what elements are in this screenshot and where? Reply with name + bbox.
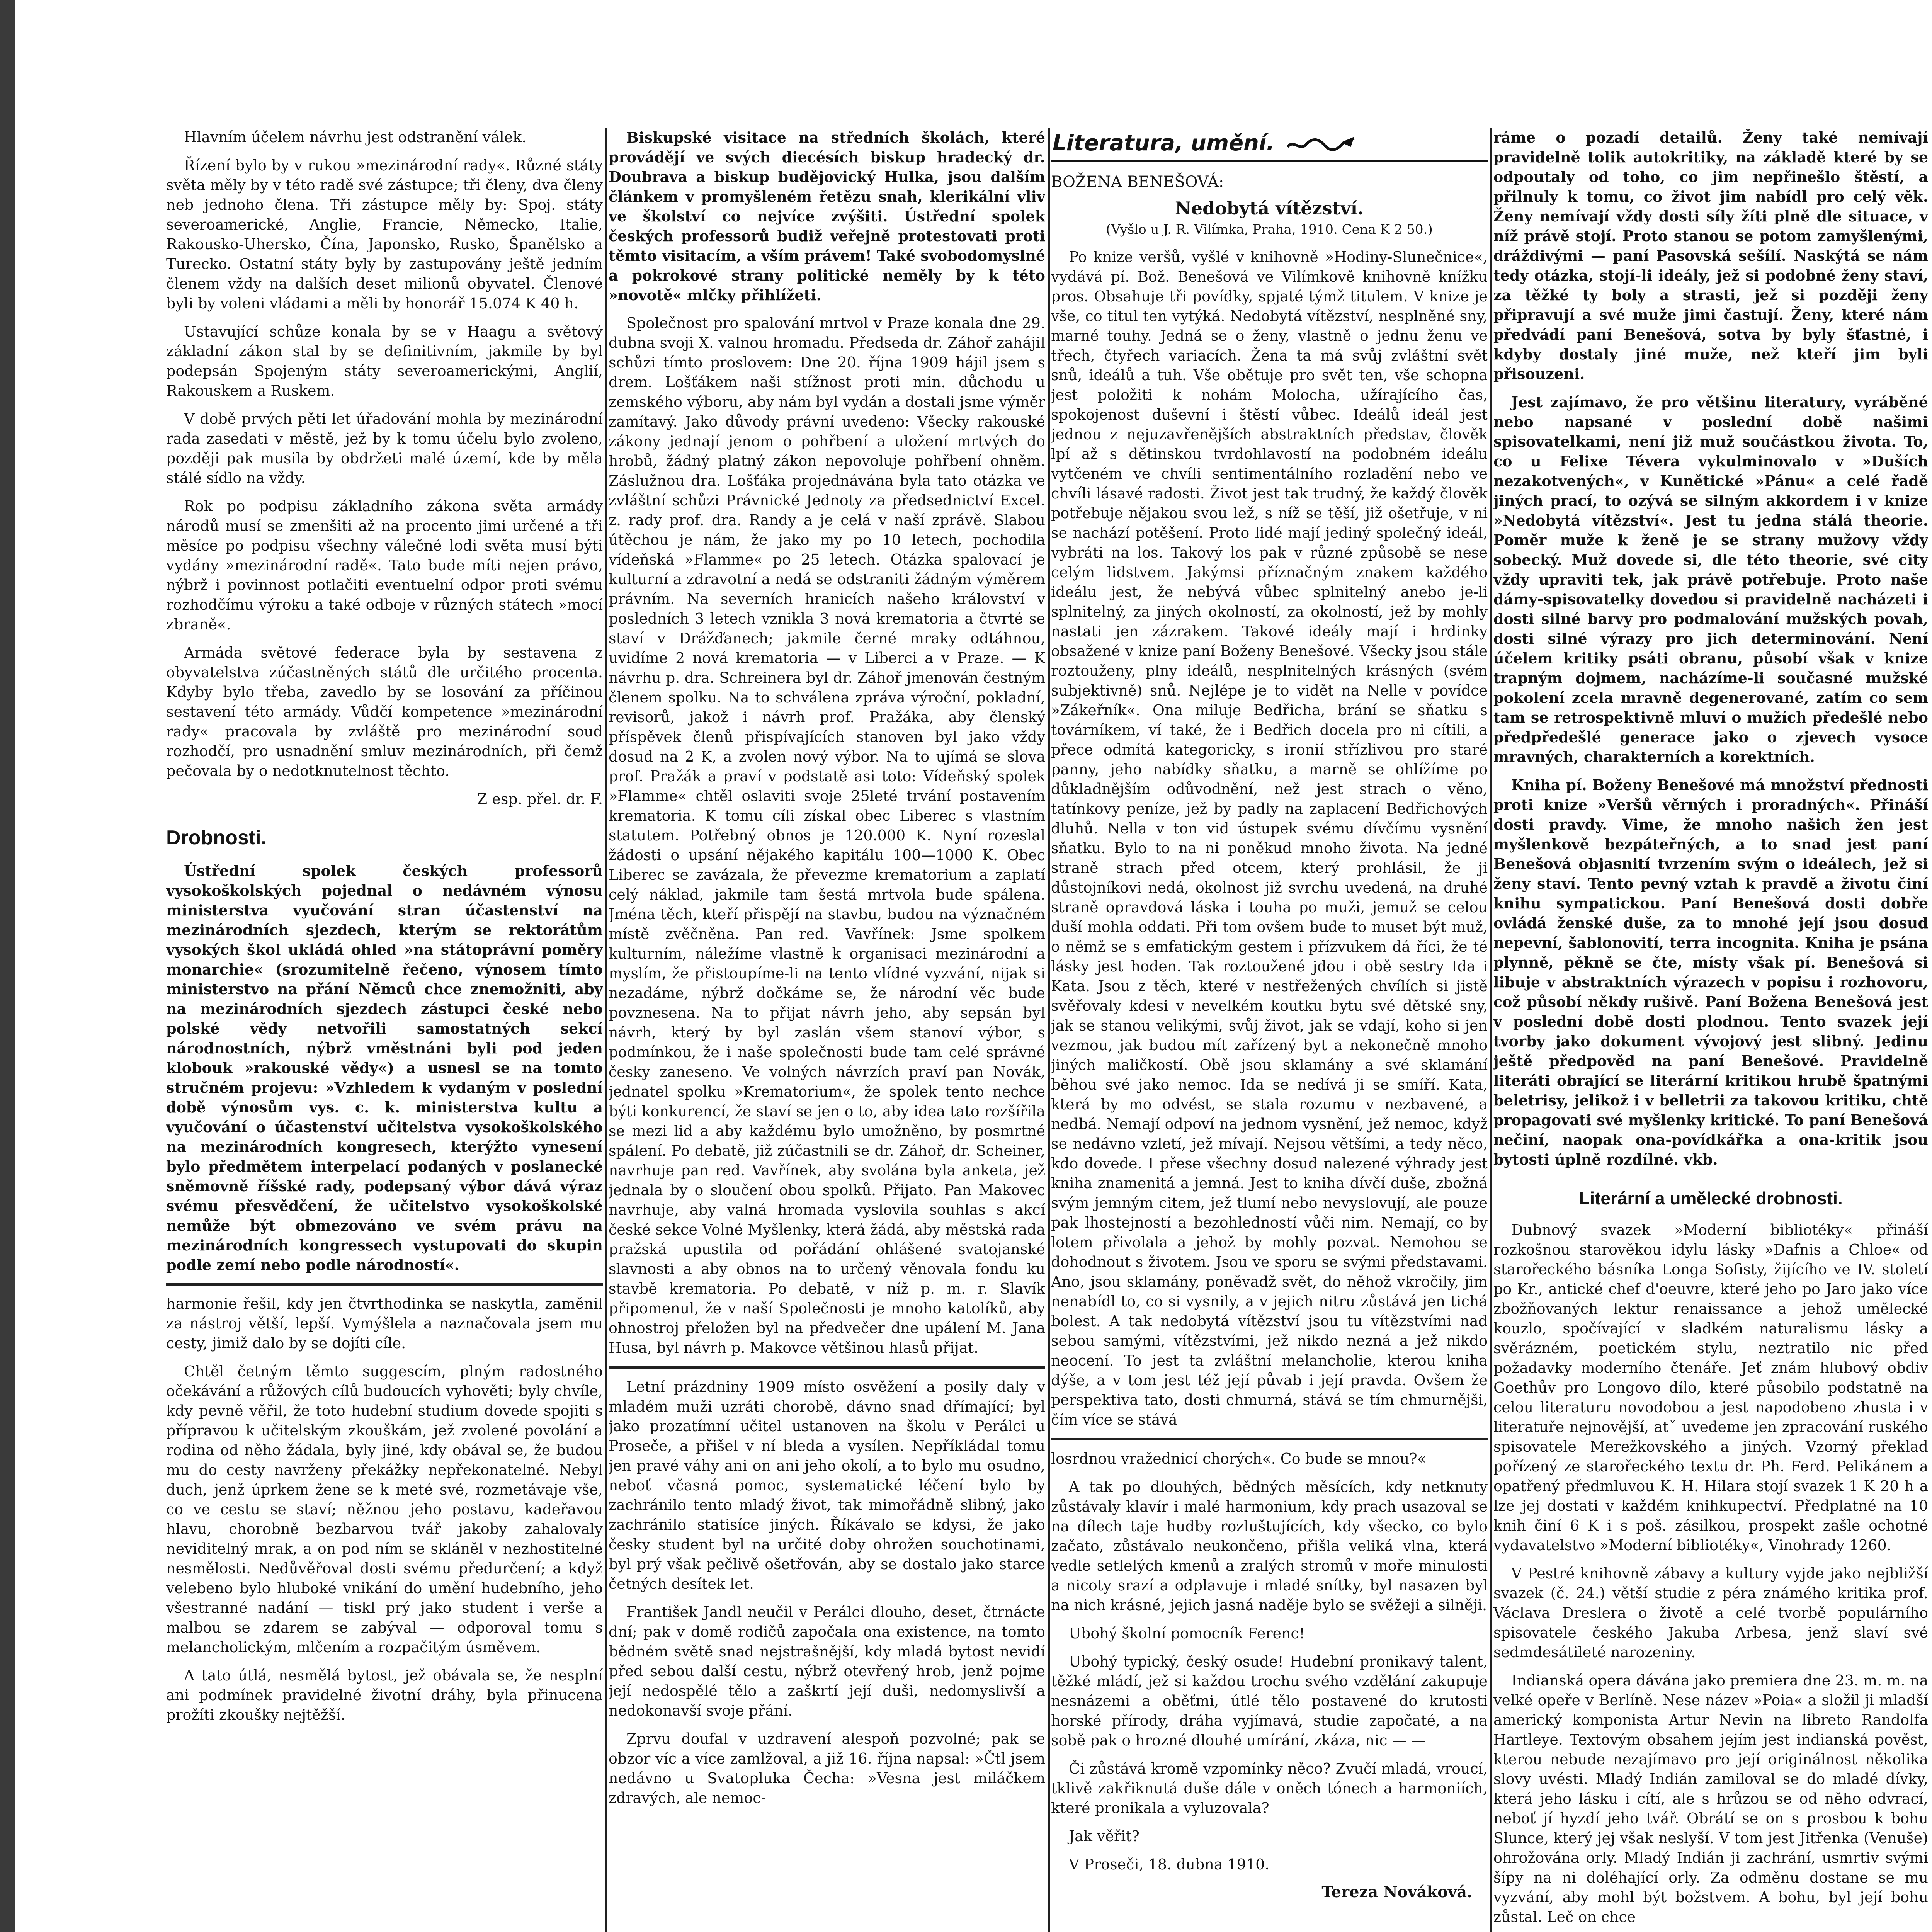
paragraph: Řízení bylo by v rukou »mezinárodní rady«. Různé státy světa měly by v této radě své zástupce; tři členy, dva členy neb jednoho člena. Tři zástupce měly by: Spoj. státy severoamerické, Anglie, Francie, Německo, Italie, Rakousko-Uhersko, Čína, Japonsko, Rusko, Španělsko a Turecko. Ostatní státy byly by zastupovány ještě jedním členem vždy na dalších deset milionů obyvatel. Členové byli by voleni vládami a měli by honorář 15.074 K 40 h. bbox=[166, 157, 603, 312]
column-rule bbox=[605, 128, 607, 1932]
paragraph-bold: Biskupské visitace na středních školách, které provádějí ve svých diecésích biskup hradecký dr. Doubrava a biskup budějovický Hulka, jsou dalším článkem v promyšleném řetězu snah, klerikální vliv ve školství co nejvíce zvýšiti. Ústřední spolek českých professorů budiž veřejně protestovati proti těmto visitacím, a vším právem! Také svobodomyslné a pokrokové strany politické neměly by k této »novotě« mlčky přihlížeti. bbox=[609, 129, 1045, 304]
column-2 bbox=[609, 128, 1045, 1932]
review-author: BOŽENA BENEŠOVÁ: bbox=[1051, 173, 1224, 191]
paragraph: V době prvých pěti let úřadování mohla by mezinárodní rada zasedati v městě, jež by k tomu účelu bylo zvoleno, později pak musila by obdržeti malé území, kde by měla stálé sídlo na vždy. bbox=[166, 410, 603, 486]
column-1 bbox=[166, 128, 603, 1932]
paragraph: Hlavním účelem návrhu jest odstranění válek. bbox=[184, 129, 527, 146]
paragraph: Jak věřit? bbox=[1069, 1828, 1139, 1845]
column-4 bbox=[1493, 128, 1928, 1932]
column-rule bbox=[1048, 128, 1050, 1932]
paragraph: František Jandl neučil v Perálci dlouho, deset, čtrnácte dní; pak v domě rodičů započala ona existence, na tomto bědném světě snad nejstrašnější, kdy mladá bytost nevidí před sebou další cestu, nýbrž otevřený hrob, jenž pojme její nedospělé tělo a zaškrtí její duši, nedomyslivší a nedokonavší svoje přání. bbox=[609, 1604, 1045, 1719]
paragraph-bold: Ústřední spolek českých professorů vysokoškolských pojednal o nedávném výnosu ministerstva vyučování stran účastenství na mezinárodních sjezdech, kterým se rektorátům vysokých škol ukládá ohled »na státoprávní poměry monarchie« (srozumitelně řečeno, výnosem tímto ministerstvo na přání Němců chce znemožniti, aby na mezinárodních sjezdech zástupci české nebo polské vědy netvořili samostatných sekcí národnostních, nýbrž vměstnáni byli pod jeden klobouk »rakouské vědy«) a usnesl se na tomto stručném projevu: »Vzhledem k vydaným v poslední době výnosům vys. c. k. ministerstva kultu a vyučování o účastenství učitelstva vysokoškolského na mezinárodních kongresech, kterýžto vynesení bylo předmětem interpelací podaných v poslanecké sněmovně říšské rady, podepsaný výbor dává výraz svému přesvědčení, že učitelstvo vysokoškolské nemůže být obmezováno ve svém právu na mezinárodních kongressech vystupovati do skupin podle zemí nebo podle národností«. bbox=[166, 862, 603, 1274]
quill-ornament-icon bbox=[1286, 135, 1355, 154]
paragraph: losrdnou vražednicí chorých«. Co bude se mnou?« bbox=[1051, 1450, 1426, 1467]
paragraph: Armáda světové federace byla by sestavena z obyvatelstva zúčastněných států dle určitého procenta. Kdyby bylo třeba, zavedlo by se losování za příčinou sestavení této armády. Vůdčí kompetence »mezinárodní rady« pracovala by zvláště pro mezinárodní soud rozhodčí, pro usnadnění smluv mezinárodních, při čemž pečovala by o nedotknutelnost těchto. bbox=[166, 644, 603, 779]
paragraph: Zprvu doufal v uzdravení alespoň pozvolné; pak se obzor víc a více zamlžoval, a již 16. října napsal: »Čtl jsem nedávno u Svatopluka Čecha: »Vesna jest miláčkem zdravých, ale nemoc- bbox=[609, 1730, 1045, 1806]
newspaper-page bbox=[166, 128, 1928, 1932]
paragraph: Ubohý typický, český osude! Hudební pronikavý talent, těžké mládí, jež si každou trochu svého vzdělání zakupuje nesnázemi a oběťmi, útlé tělo postavené do krutosti horské přírody, dráha vyjímavá, studie započaté, a na sobě pak o hrozné dlouhé umírání, zkáza, nic — — bbox=[1051, 1653, 1488, 1749]
paragraph: V Pestré knihovně zábavy a kultury vyjde jako nejbližší svazek (č. 24.) větší studie z péra známého kritika prof. Václava Dreslera o životě a celé tvorbě populárního spisovatele českého Jakuba Arbesa, jenž slaví své sedmdesátileté narozeniny. bbox=[1493, 1565, 1928, 1661]
paragraph: harmonie řešil, kdy jen čtvrthodinka se naskytla, zaměnil za nástroj větší, lepší. Vymýšlela a naznačovala jsem mu cesty, jimiž dalo by se dojíti cíle. bbox=[166, 1295, 603, 1352]
paragraph-bold bbox=[1493, 775, 1928, 1169]
paragraph-bold: ráme o pozadí detailů. Ženy také nemívají pravidelně tolik autokritiky, na základě které by se odpoutaly od toho, co jim nepřinešlo štěstí, a přilnuly k tomu, co život jim nabídl pro celý věk. Ženy nemívají vždy dosti síly žíti plně dle situace, v níž právě stojí. Proto stanou se potom zamyšlenými, dráždivými — paní Pasovská sešílí. Naskýtá se nám tedy otázka, stojí-li ideály, jež si podobné ženy staví, za těžké ty boly a strasti, jež si později ženy připravují a své muže jimi častují. Ženy, které nám předvádí paní Benešová, sotva by byly šťastné, i kdyby dostaly jiné muže, než kteří jim byli přisouzeni. bbox=[1493, 129, 1928, 383]
paragraph: Rok po podpisu základního zákona světa armády národů musí se zmenšiti až na procento jimi určené a tři měsíce po podpisu všechny válečné lodi světa musí býti vydány »mezinárodní radě«. Tato bude míti nejen právo, nýbrž i povinnost potlačiti eventuelní odpor proti svému rozhodčímu výroku a také odboje v různých státech »mocí zbraně«. bbox=[166, 498, 603, 633]
section-rule bbox=[166, 1283, 603, 1286]
section-rule bbox=[609, 1366, 1045, 1369]
review-initials: vkb. bbox=[1684, 1151, 1718, 1168]
paragraph: Ustavující schůze konala by se v Haagu a světový základní zákon stal by se definitivním, jakmile by byl podepsán Spojeným státy severoamerickými, Anglií, Rakouskem a Ruskem. bbox=[166, 323, 603, 399]
paragraph-text: Kniha pí. Boženy Benešové má množství přednosti proti knize »Veršů věrných i proradných«. Přináší dosti pravdy. Vime, že mnoho našich žen jest myšlenkově bezpáteřných, a to snad jest paní Benešová objasnití tvrzením svým o ideálech, jež si ženy staví. Tento pevný vztah k pravdě a životu činí knihu sympatickou. Paní Benešová dosti dobře ovládá ženské duše, za to mnohé její jsou dosud nepevní, šablonovití, terra incognita. Kniha je psána plynně, pěkně se čte, místy však pí. Benešová si libuje v abstraktních výrazech v popisu i rozhovoru, což působí někdy rušivě. Paní Božena Benešová jest v poslední době dosti plodnou. Tento svazek její tvorby jako dokument vývojový jest slibný. Jedinu ještě předpověd na paní Benešové. Pravidelně literáti obrající se literární kritikou hrubě špatnými beletrisy, jelikož i v belletrii za takovou kritiku, chtě propagovati své myšlenky kritické. To paní Benešová nečiní, naopak ona-povídkářka a ona-kritik jsou bytosti úplně rozdílné. bbox=[1493, 776, 1928, 1168]
dateline: V Proseči, 18. dubna 1910. bbox=[1069, 1856, 1270, 1873]
paragraph: Či zůstává kromě vzpomínky něco? Zvučí mladá, vroucí, tklivě zakřiknutá duše dále v oněch tónech a harmoniích, které pronikala a vyluzovala? bbox=[1051, 1760, 1488, 1816]
paragraph: Po knize veršů, vyšlé v knihovně »Hodiny-Slunečnice«, vydává pí. Bož. Benešová ve Vilímkově knihovně knížku pros. Obsahuje tři povídky, spjaté týmž titulem. V knize je vše, co titul ten vytýká. Nedobytá vítězství, nesplněné sny, marné touhy. Jedná se o ženy, vlastně o jednu ženu ve třech, čtyřech variacích. Žena ta má svůj zvláštní svět snů, ideálů a tuh. Vše obětuje pro svět ten, vše schopna jest položiti k nohám Molocha, užírajícího čas, spokojenost duševní i štěstí vůbec. Ideálů ideál jest jednou z nejuzavřenějších abstraktních představ, člověk lpí až s dětinskou tvrdohlavostí na podobném ideálu vytčeném ve chvíli sentimentálního rozladění nebo ve chvíli lásavé radosti. Život jest tak trudný, že každý člověk potřebuje nějakou svou lež, s níž se těší, již ošetřuje, v ni se nachází potěšení. Proto lidé mají jediný společný ideál, vybráti na los. Takový los pak v různé způsobě se nese celým lidstvem. Jakýmsi příznačným znakem každého ideálu jest, že nebývá vůbec splnitelný anebo je-li splnitelný, za jiných okolností, za okolností, jež by mohly nastati jen zázrakem. Takové ideály mají i hrdinky obsažené v knize paní Boženy Benešové. Všecky jsou stále roztouženy, plny ideálů, nesplnitelných krásných (svém subjektivně) snů. Nejlépe je to vidět na Nelle v povídce »Zákeřník«. Ona miluje Bedřicha, brání se sňatku s továrníkem, ví také, že i Bedřich docela pro ni cítili, a přece odmítá kategoricky, s ironií střízlivou pro staré panny, jeho nabídky sňatku, a marně se ohlížíme po důkladnějším odůvodnění, než jest strach o věno, tatínkovy peníze, jež by padly na zaplacení Bedřichových dluhů. Nella v ton vid ústupek svému dívčímu vysnění sňatku. Bylo to na ni poněkud mnoho života. Na jedné straně strach před otcem, který prohlásil, že ji důstojníkovi nedá, okolnost již svrchu uvedená, na druhé straně opravdová láska i touha po muži, jemuž se celou duší mohla oddati. Při tom ovšem bude to muset být muž, o němž se s emfatickým gestem i přízvukem dá říci, že té lásky jest hoden. Tak roztoužené jdou i obě sestry Ida i Kata. Jsou z těch, které v nestřežených chvílích si jistě svěřovaly kdesi v nevelkém koutku bytu své dětské sny, jak se stanou velikými, svůj život, jak se vdají, koho si jen vezmou, jak budou mít zařízený byt a nekonečně mnoho jiných maličkostí. Obě jsou sklamány a své sklamání běhou své jako nemoc. Ida se nedívá ji se smíří. Kata, která by mo odvést, se stala rozumu v nezbavené, a nedbá. Nemají odpoví na jednom vysnění, jež nemoc, když se nedávno vzletí, jež mívají. Nejsou většími, a tedy něco, kdo dovede. I přese všechny dosud nalezené výhrady jest kniha znamenitá a jemná. Jest to kniha dívčí duše, zbožná svým jemným citem, jež tlumí nebo nevyslovují, ale pouze pak lhostejností a bezohledností vůči nim. Nemají, co by lotem přivolala a jehož by mohly pozvat. Nemohou se dohodnout s životem. Jsou ve sporu se svými představami. Ano, jsou sklamány, poněvadž svět, do něhož vkročily, jim nenabídl to, co si vysnily, a v jejich nitru zůstává jen tichá bolest. A tak nedobytá vítězství jsou tu vítězstvími nad sebou samými, vítězstvími, jež nikdo nezná a jež nikdo neocení. To jest ta zvláštní melancholie, kterou kniha dýše, a v tom jest též její půvab i její pravda. Ovšem že perspektiva tato, dosti chmurná, stává se tím chmurnějši, čím více se stává bbox=[1051, 248, 1488, 1428]
paragraph: A tato útlá, nesmělá bytost, jež obávala se, že nesplní ani podmínek pravidelné životní dráhy, byla přinucena prožíti zkoušky nejtěžší. bbox=[166, 1667, 603, 1723]
paragraph: Dubnový svazek »Moderní bibliotéky« přináší rozkošnou starověkou idylu lásky »Dafnis a Chloe« od starořeckého básníka Longa Sofisty, žijícího ve IV. století po Kr., antické chef d'oeuvre, které jeho po Jaro jako více zbožňovaných lektur renaissance a jehož umělecké kouzlo, spočívající v sladkém naturalismu lásky a svěrázném, poetickém stylu, neztratilo nic před požadavky moderního čtenáře. Jeť znám hlubový obdiv Goethův pro Longovo dílo, které působilo podstatně na celou literaturu novodobou a jest napodobeno zhusta i v literatuře nejnovější, atˇ uvedeme jen zpracování ruského spisovatele Merežkovského a jiných. Vzorný překlad pořízený ze starořeckého textu dr. Ph. Ferd. Pelikánem a opatřený předmluvou K. H. Hilara stojí svazek 1 K 20 h a lze jej dostati v každém knihkupectví. Předplatné na 10 knih činí 6 K i s poš. zásilkou, prospekt zašle ochotné vydavatelstvo »Moderní bibliotéky«, Vinohrady 1260. bbox=[1493, 1221, 1928, 1554]
banner-title: Literatura, umění. bbox=[1053, 131, 1275, 156]
section-rule bbox=[1051, 1438, 1488, 1440]
review-title: Nedobytá vítězství. bbox=[1175, 198, 1364, 219]
paragraph-bold: Jest zajímavo, že pro většinu literatury, vyráběné nebo napsané v poslední době našimi spisovatelkami, není již muž součástkou života. To, co u Felixe Téverа vykulminovalo v »Duších nezakotvených«, v Kunětické »Pánu« a celé řadě jiných prací, to ozývá se silným akkordem i v knize »Nedobytá vítězství«. Jest tu jedna stálá theorie. Poměr muže k ženě je se strany mužovy vždy sobecký. Muž dovede si, dle této theorie, své city vždy upraviti tek, jak právě potřebuje. Proto naše dámy-spisovatelky dovedou si pravidelně nacházeti i dosti silné barvy pro podmalování mužských povah, dosti silné výrazy pro jich determinování. Není účelem kritiky psáti obranu, působí však v knize trapným dojmem, nacházíme-li současné mužské pokolení zcela mravně degenerované, zatím co sem tam se retrospektivně mluví o mužích předešlé nebo předpředešlé generace jako o zjevech vysoce mravných, charakterních a korektních. bbox=[1493, 393, 1928, 765]
author-signature: Tereza Nováková. bbox=[1321, 1883, 1472, 1901]
translator-signature: Z esp. přel. dr. F. bbox=[477, 791, 603, 808]
column-3 bbox=[1051, 128, 1488, 1932]
paragraph: Ubohý školní pomocník Ferenc! bbox=[1069, 1625, 1305, 1642]
section-heading-drobnosti: Drobnosti. bbox=[166, 827, 267, 849]
review-imprint: (Vyšlo u J. R. Vilímka, Praha, 1910. Cena K 2 50.) bbox=[1106, 222, 1433, 237]
paragraph: Chtěl četným těmto suggescím, plným radostného očekávání a růžových cílů budoucích vyhověti; byly chvíle, kdy pevně věřil, že toto hudební studium dovede spojiti s přípravou k učitelským zkouškám, jež zvolené povolání a rodina od něho žádala, byly jiné, kdy obával se, že budou mu do cesty navrženy překážky nepřekonatelné. Nebyl duch, jenž úprkem žene se k meté své, rozmetávaje vše, co ve cestu se staví; něžnou jeho postavu, kadeřavou hlavu, chorobně bezbarvou tvář jakoby zahalovaly neviditelný mrak, a on pod ním se skláněl v nezhostitelné nesmělosti. Nedůvěřoval dosti svému předurčení; a když velebeno bylo hluboké vnikání do umění hudebního, jeho všestranné nadání — tiskl prý jako student i verše a malbou se zdarem se zabýval — odporoval tomu s melancholickým, mlčením a rozpačitým úsměvem. bbox=[166, 1363, 603, 1656]
paragraph: Indianská opera dávána jako premiera dne 23. m. m. na velké opeře v Berlíně. Nese název »Poia« a složil ji mladší americký komponista Artur Nevin na libreto Randolfa Hartleye. Textovým obsahem jejím jest indianská pověst, kterou nebude nezajímavo pro její originálnost několika slovy uvésti. Mladý Indián zamiloval se do mladé dívky, která jeho lásku i cítí, ale s hrůzou se od něho odvrací, neboť jí hyzdí jeho tvář. Obrátí se on s prosbou k bohu Slunce, který jej však neslyší. V tom jest Jitřenka (Venuše) ohrožována orly. Mladý Indián ji zachrání, usmrtiv svými šípy na ni doléhající orly. Za odměnu dostane se mu vyzvání, aby mohl být božstvem. A bohu, byl její bohu zůstal. Leč on chce bbox=[1493, 1672, 1928, 1925]
column-rule bbox=[1490, 128, 1492, 1932]
paragraph: Letní prázdniny 1909 místo osvěžení a posily daly v mladém muži uzráti chorobě, dávno snad dřímající; byl jako prozatímní učitel ustanoven na školu v Perálci u Proseče, a přišel v ní bleda a vysílen. Nepříkládal tomu jen pravé váhy ani on ani jeho okolí, a to bylo mu osudno, neboť včasná pomoc, systematické léčení bylo by zachránilo tento mladý život, tak mimořádně slibný, jako zachránilo statisíce jiných. Říkávalo se kdysi, že jako česky student byl na určité doby ohrožen souchotinami, byl prý však pečlivě ošetřován, aby se dostalo jako starce četných desítek let. bbox=[609, 1378, 1045, 1592]
paragraph: Společnost pro spalování mrtvol v Praze konala dne 29. dubna svoji X. valnou hromadu. Předseda dr. Záhoř zahájil schůzi tímto proslovem: Dne 20. října 1909 hájil jsem s drem. Lošťákem naši stížnost proti min. důchodu u zemského výboru, aby nám byl vydán a dostali jsme výměr zamítavý. Jako důvody právní uvedeno: Všecky rakouské zákony jednají jenom o pohřbení a uložení mrtvých do hrobů, žádný platný zákon nepovoluje pohřbení ohněm. Záslužnou dra. Lošťáka projednávána byla tato otázka ve zvláštní schůzi Právnické Jednoty za předsednictví Excel. z. rady prof. dra. Randy a je celá v naší zprávě. Slabou útěchou je nám, že jako my po 10 letech, pochodila vídeňská »Flamme« po 25 letech. Otázka spalovací je kulturní a zdravotní a nedá se odstraniti žádným výměrem právním. Na severních hranicích našeho království v posledních 3 letech vznikla 3 nová krematoria a čtvrté se staví v Drážďanech; jakmile černé mraky odtáhnou, uvidíme 2 nová krematoria — v Liberci a v Praze. — K návrhu p. dra. Schreinera byl dr. Záhoř jmenován čestným členem spolku. Na to schválena zpráva výroční, pokladní, revisorů, jakož i návrh prof. Pražáka, aby členský příspěvek členů přispívajících stanoven byl jako vždy dosud na 2 K, a zvolen nový výbor. Na to ujímá se slova prof. Pražák a praví v podstatě asi toto: Vídeňský spolek »Flamme« chtěl oslaviti svoje 25leté trvání postavením krematoria. K tomu cíli získal obec Liberec s vlastním statutem. Potřebný obnos je 120.000 K. Nyní rozeslal žádosti o upsání nějakého kapitálu 100—1000 K. Obec Liberec se zavázala, že převezme krematorium a zaplatí celý náklad, jakmile tam šestá mrtvola bude spálena. Jména těch, kteří přispějí na stavbu, budou na význačném místě zvěčněna. Pan red. Vavřínek: Jsme spolkem kulturním, náležíme vlastně k organisaci mezinárodní a myslím, že přistoupíme-li na tento vlídné vyzvání, nijak si nezadáme, nýbrž dočkáme se, že národní věc bude povznesena. Na to přijat návrh jeho, aby sepsán byl návrh, který by byl zaslán všem stanoví výbor, s podmínkou, že i naše společnosti bude tam celé správné česky zaneseno. Ve volných návrzích praví pan Novák, jednatel spolku »Krematorium«, že spolek tento nechce býti konkurencí, že staví se jen o to, aby idea tato rozšířila se mezi lid a aby každému bylo umožněno, by posmrtné spálení. Po debatě, již zúčastnili se dr. Záhoř, dr. Scheiner, navrhuje pan red. Vavřínek, aby svolána byla anketa, jež jednala by o sloučení obou spolků. Přijato. Pan Makovec navrhuje, aby valná hromada vyslovila souhlas s akcí české sekce Volné Myšlenky, která žádá, aby městská rada pražská upustila od pořádání ohlášené svatojanské slavnosti a aby obnos na to určený věnovala fondu ku stavbě krematoria. Po debatě, v níž p. m. r. Slavík připomenul, že v naší Společnosti je mnoho katolíků, aby ohnostroj přeložen byl na předvečer dne upálení M. Jana Husa, byl návrh p. Makovce většinou hlasů přijat. bbox=[609, 315, 1045, 1356]
section-heading-literary-notes: Literární a umělecké drobnosti. bbox=[1579, 1188, 1843, 1208]
paragraph: A tak po dlouhých, bědných měsících, kdy netknuty zůstávaly klavír i malé harmonium, kdy prach usazoval se na dílech taje hudby rozluštujících, kdy všecko, co bylo začato, zůstávalo neukončeno, přišla veliká vlna, která vedle setlelých kmenů a zralých stromů v moře minulosti a nicoty srazí a odplavuje i mladé snítky, byl nasazen byl na nich krásné, jejich jasná naděje bylo se svěžeji a silněji. bbox=[1051, 1478, 1488, 1614]
scan-edge-left bbox=[0, 0, 15, 1932]
literature-banner bbox=[1051, 128, 1488, 162]
